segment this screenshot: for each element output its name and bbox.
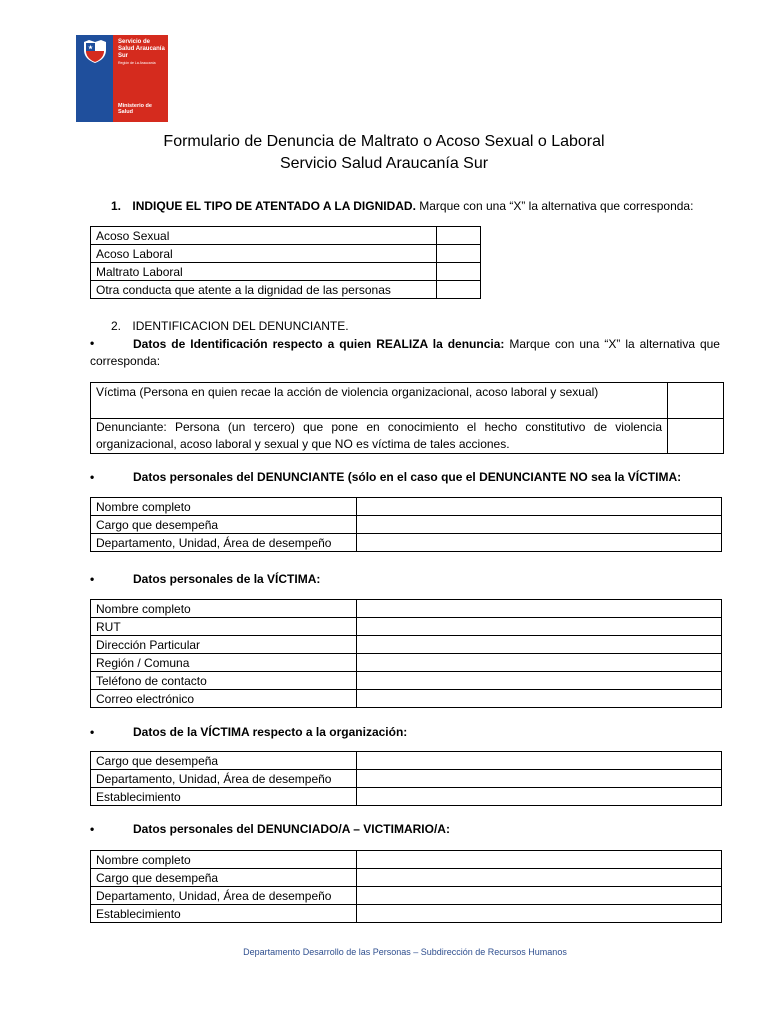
table-row (91, 752, 722, 770)
table-row (91, 383, 724, 419)
option-mark-cell[interactable] (668, 419, 724, 454)
field-label: RUT (91, 618, 357, 636)
field-label: Nombre completo (91, 851, 357, 869)
table-row (91, 498, 722, 516)
field-label: Establecimiento (91, 905, 357, 923)
option-label: Denunciante: Persona (un tercero) que pone en conocimiento el hecho constitutivo de violencia organizacional, acoso laboral y sexual y que NO es víctima de tales acciones. (91, 419, 668, 454)
field-label: Nombre completo (91, 498, 357, 516)
field-value-cell[interactable] (357, 516, 722, 534)
accused-data-heading: Datos personales del DENUNCIADO/A – VICTIMARIO/A: (133, 822, 450, 836)
section-1-number: 1. (111, 199, 122, 213)
table-row (91, 654, 722, 672)
field-label: Dirección Particular (91, 636, 357, 654)
accused-data-table (90, 850, 722, 923)
table-row (91, 419, 724, 454)
logo-ministry: Ministerio de Salud (118, 103, 152, 115)
option-mark-cell[interactable] (437, 227, 481, 245)
bullet-icon: • (90, 725, 95, 739)
field-label: Teléfono de contacto (91, 672, 357, 690)
table-row (91, 636, 722, 654)
section-1-heading (111, 199, 693, 213)
chile-crest-icon (81, 38, 109, 64)
option-mark-cell[interactable] (437, 263, 481, 281)
document-subtitle: Servicio Salud Araucanía Sur (279, 155, 489, 172)
field-value-cell[interactable] (357, 672, 722, 690)
dignity-type-table (90, 226, 481, 299)
table-row (91, 851, 722, 869)
table-row (91, 672, 722, 690)
field-label: Nombre completo (91, 600, 357, 618)
reporter-identification-heading: Datos de Identificación respecto a quien REALIZA la denuncia: (133, 337, 505, 351)
logo-region: Región de La Araucanía (118, 61, 156, 65)
victim-organization-heading: Datos de la VÍCTIMA respecto a la organización: (133, 725, 408, 739)
field-label: Departamento, Unidad, Área de desempeño (91, 534, 357, 552)
victim-organization-table (90, 751, 722, 806)
field-value-cell[interactable] (357, 752, 722, 770)
table-row (91, 245, 481, 263)
complainant-data-heading: Datos personales del DENUNCIANTE (sólo en el caso que el DENUNCIANTE NO sea la VÍCTIMA: (133, 470, 682, 484)
field-label: Departamento, Unidad, Área de desempeño (91, 887, 357, 905)
reporter-type-table (90, 382, 724, 454)
table-row (91, 227, 481, 245)
section-1-instruction: Marque con una “X” la alternativa que corresponda: (419, 199, 694, 213)
option-mark-cell[interactable] (437, 245, 481, 263)
option-label: Acoso Laboral (91, 245, 437, 263)
table-row (91, 618, 722, 636)
field-label: Correo electrónico (91, 690, 357, 708)
option-label: Acoso Sexual (91, 227, 437, 245)
reporter-identification-instruction: Marque con una “X” la alternativa que corresponda: (90, 337, 720, 368)
complainant-data-table (90, 497, 722, 552)
bullet-icon: • (90, 336, 95, 350)
field-value-cell[interactable] (357, 498, 722, 516)
option-label: Otra conducta que atente a la dignidad de las personas (91, 281, 437, 299)
field-value-cell[interactable] (357, 869, 722, 887)
field-value-cell[interactable] (357, 788, 722, 806)
field-label: Cargo que desempeña (91, 516, 357, 534)
section-1-title: INDIQUE EL TIPO DE ATENTADO A LA DIGNIDAD. (132, 199, 416, 213)
field-value-cell[interactable] (357, 618, 722, 636)
section-2-title: IDENTIFICACION DEL DENUNCIANTE. (132, 319, 349, 333)
table-row (91, 690, 722, 708)
table-row (91, 600, 722, 618)
field-value-cell[interactable] (357, 690, 722, 708)
field-label: Cargo que desempeña (91, 752, 357, 770)
field-label: Departamento, Unidad, Área de desempeño (91, 770, 357, 788)
option-mark-cell[interactable] (437, 281, 481, 299)
option-label: Víctima (Persona en quien recae la acción de violencia organizacional, acoso laboral y sexual) (91, 383, 668, 419)
field-value-cell[interactable] (357, 851, 722, 869)
option-mark-cell[interactable] (668, 383, 724, 419)
field-value-cell[interactable] (357, 534, 722, 552)
bullet-icon: • (90, 572, 95, 586)
document-title: Formulario de Denuncia de Maltrato o Acoso Sexual o Laboral (163, 133, 605, 150)
logo-title: Servicio de Salud Araucanía Sur (118, 39, 165, 59)
table-row (91, 534, 722, 552)
field-value-cell[interactable] (357, 887, 722, 905)
field-label: Región / Comuna (91, 654, 357, 672)
field-value-cell[interactable] (357, 770, 722, 788)
section-2-heading (111, 319, 349, 333)
field-value-cell[interactable] (357, 636, 722, 654)
table-row (91, 516, 722, 534)
field-label: Establecimiento (91, 788, 357, 806)
bullet-icon: • (90, 470, 95, 484)
field-value-cell[interactable] (357, 905, 722, 923)
ministry-logo (76, 35, 168, 122)
bullet-icon: • (90, 822, 95, 836)
victim-data-table (90, 599, 722, 708)
victim-data-heading: Datos personales de la VÍCTIMA: (133, 572, 321, 586)
table-row (91, 887, 722, 905)
section-2-number: 2. (111, 319, 122, 333)
table-row (91, 263, 481, 281)
field-label: Cargo que desempeña (91, 869, 357, 887)
table-row (91, 905, 722, 923)
field-value-cell[interactable] (357, 654, 722, 672)
table-row (91, 281, 481, 299)
field-value-cell[interactable] (357, 600, 722, 618)
reporter-identification-text (90, 336, 720, 370)
option-label: Maltrato Laboral (91, 263, 437, 281)
table-row (91, 869, 722, 887)
table-row (91, 788, 722, 806)
page-footer: Departamento Desarrollo de las Personas – Subdirección de Recursos Humanos (243, 947, 567, 957)
table-row (91, 770, 722, 788)
